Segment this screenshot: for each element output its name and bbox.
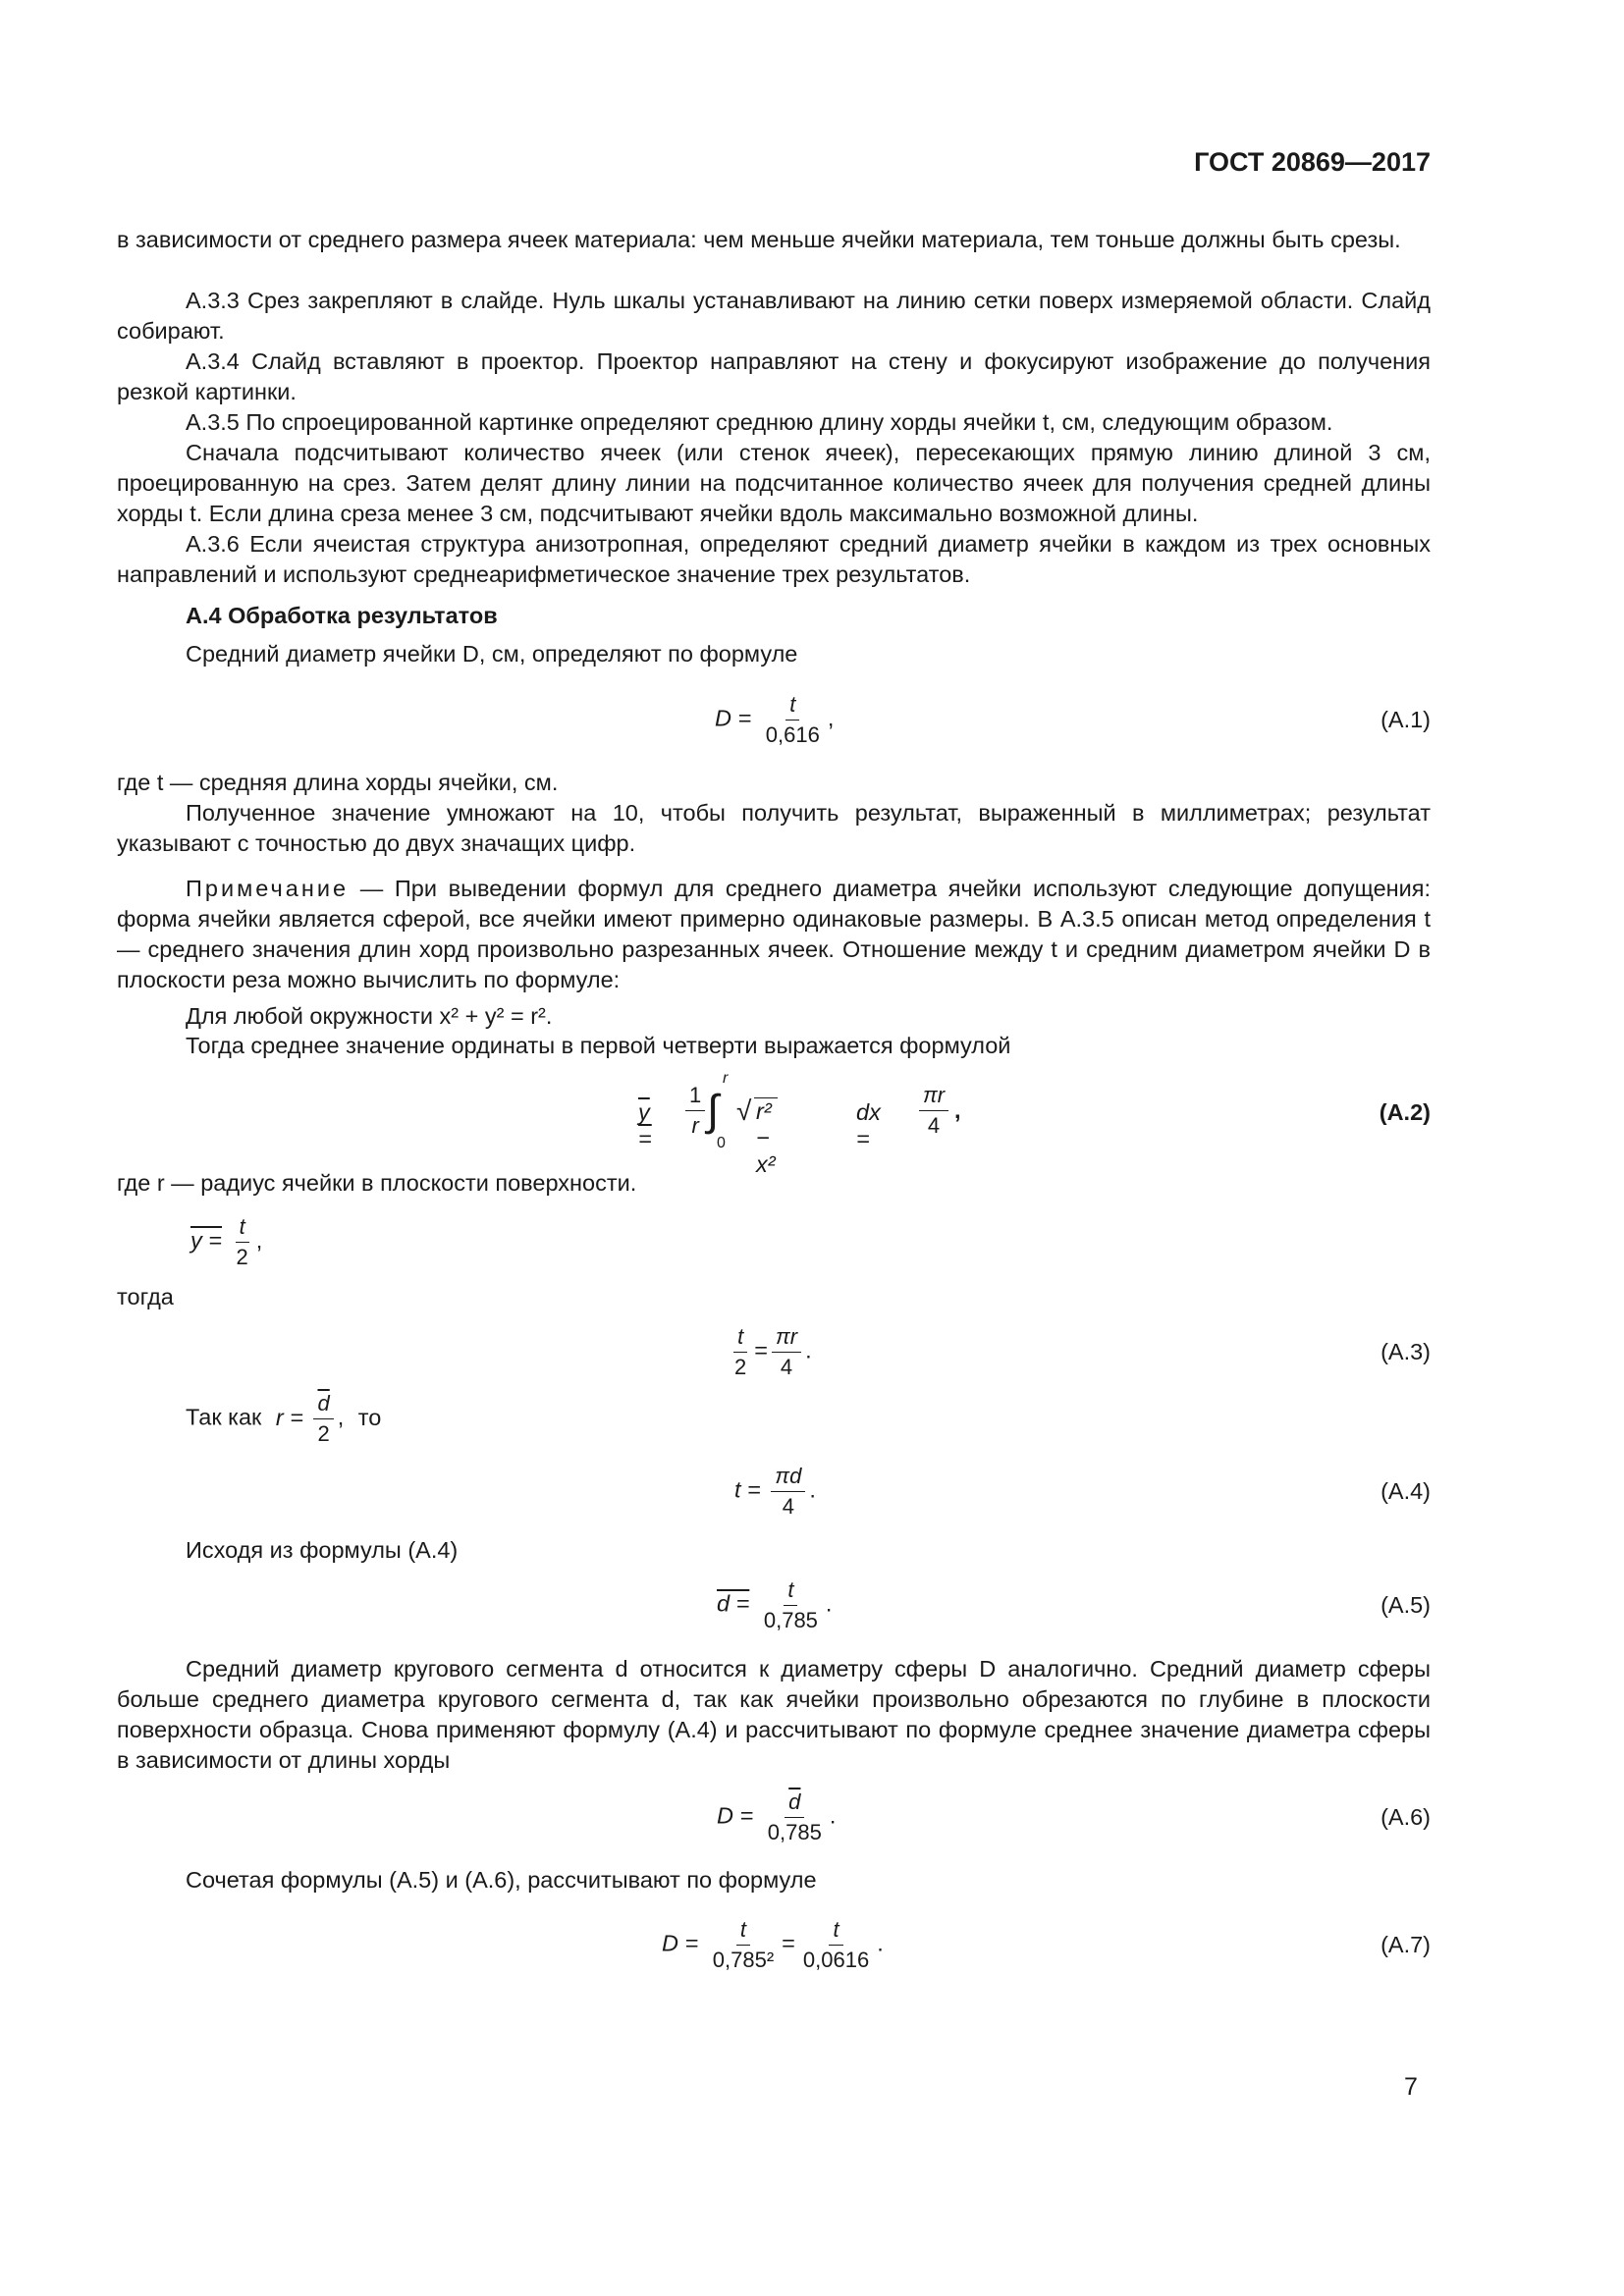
paragraph-continuation: в зависимости от среднего размера ячеек материала: чем меньше ячейки материала, тем тоньше должны быть срезы. bbox=[117, 227, 1401, 252]
eq-a3-denominator-2: 4 bbox=[780, 1355, 793, 1379]
eq-a6-tail: . bbox=[829, 1802, 837, 1829]
equation-number-a2: (А.2) bbox=[1379, 1099, 1431, 1125]
eq-a2-dx: dx = bbox=[856, 1099, 881, 1151]
equation-a7 bbox=[662, 1918, 884, 1972]
paragraph-then: тогда bbox=[117, 1284, 174, 1309]
clause-a3-6: А.3.6 Если ячеистая структура анизотропная, определяют средний диаметр ячейки в каждом из трех основных направлений и используют среднеарифметическое значение трех результатов. bbox=[117, 531, 1431, 587]
equation-number-a4: (А.4) bbox=[1380, 1478, 1431, 1504]
eq-a4-denominator: 4 bbox=[782, 1494, 794, 1519]
eq-a7-numerator-1: t bbox=[736, 1918, 750, 1946]
section-heading-a4: А.4 Обработка результатов bbox=[186, 603, 498, 628]
eq-a3-fraction-2 bbox=[772, 1325, 801, 1379]
eq-a3-fraction-1 bbox=[731, 1325, 750, 1379]
eq-r-tail: , bbox=[337, 1404, 345, 1430]
clause-a3-3: А.3.3 Срез закрепляют в слайде. Нуль шкалы устанавливают на линию сетки поверх измеряемой области. Слайд собирают. bbox=[117, 288, 1431, 344]
eq-a7-equals: = bbox=[782, 1930, 795, 1956]
equation-a4 bbox=[734, 1465, 816, 1519]
eq-a2-denominator-1: r bbox=[691, 1113, 699, 1138]
eq-a6-denominator: 0,785 bbox=[767, 1820, 822, 1844]
clause-a3-5: А.3.5 По спроецированной картинке определяют среднюю длину хорды ячейки t, см, следующим образом. bbox=[186, 409, 1333, 435]
eq-a7-fraction-1 bbox=[709, 1918, 778, 1972]
note-label: Примечание bbox=[186, 876, 350, 901]
equation-number-a6: (А.6) bbox=[1380, 1804, 1431, 1830]
equation-a3 bbox=[727, 1325, 812, 1379]
eq-a5-numerator: t bbox=[784, 1578, 797, 1606]
eq-a2-lhs: y = bbox=[638, 1099, 652, 1151]
eq-a2-fraction-2 bbox=[919, 1084, 948, 1138]
paragraph-where-r: где r — радиус ячейки в плоскости поверхности. bbox=[117, 1170, 637, 1196]
eq-a7-fraction-2 bbox=[799, 1918, 873, 1972]
paragraph-diameter-intro: Средний диаметр ячейки D, см, определяют по формуле bbox=[186, 641, 798, 667]
page-number: 7 bbox=[1404, 2073, 1418, 2101]
equation-number-a7: (А.7) bbox=[1380, 1932, 1431, 1957]
eq-r-denominator: 2 bbox=[317, 1421, 330, 1446]
eq-a2-denominator-2: 4 bbox=[927, 1113, 941, 1138]
eq-a3-numerator-1: t bbox=[733, 1325, 747, 1353]
eq-r-lhs: r = bbox=[275, 1404, 303, 1430]
eq-a2-lower-limit: 0 bbox=[717, 1135, 726, 1151]
eq-a2-upper-limit: r bbox=[723, 1070, 729, 1087]
eq-a3-denominator-1: 2 bbox=[734, 1355, 747, 1379]
equation-number-a5: (А.5) bbox=[1380, 1592, 1431, 1618]
eq-a1-denominator: 0,616 bbox=[765, 722, 820, 747]
equation-a1 bbox=[715, 693, 834, 747]
paragraph-where-t: где t — средняя длина хорды ячейки, см. bbox=[117, 770, 559, 795]
paragraph-segment-diameter: Средний диаметр кругового сегмента d относится к диаметру сферы D аналогично. Средний диаметр сферы больше среднего диаметра кругового сегмента d, так как ячейки произвольно обрезаются по глубине в плоскости поверхности образца. Снова применяют формулу (А.4) и рассчитывают по формуле среднее значение диаметра сферы в зависимости от длины хорды bbox=[117, 1656, 1431, 1773]
eq-a7-numerator-2: t bbox=[829, 1918, 842, 1946]
paragraph-multiply: Полученное значение умножают на 10, чтобы получить результат, выраженный в миллиметрах; результат указывают с точностью до двух значащих цифр. bbox=[117, 800, 1431, 856]
eq-a2-fraction-1 bbox=[685, 1084, 705, 1138]
eq-ybar-denominator: 2 bbox=[236, 1245, 248, 1269]
eq-a7-lhs: D = bbox=[662, 1930, 699, 1956]
eq-a1-lhs: D = bbox=[715, 705, 752, 731]
eq-a7-tail: . bbox=[877, 1930, 884, 1956]
sqrt-sign-icon: √ bbox=[736, 1095, 752, 1126]
since-suffix: то bbox=[357, 1404, 382, 1430]
paragraph-mean-ordinate: Тогда среднее значение ординаты в первой четверти выражается формулой bbox=[186, 1033, 1011, 1058]
eq-ybar-tail: , bbox=[255, 1227, 263, 1254]
equation-number-a1: (А.1) bbox=[1380, 707, 1431, 732]
paragraph-since bbox=[186, 1392, 381, 1446]
eq-r-fraction bbox=[313, 1392, 333, 1446]
equation-a5 bbox=[717, 1578, 832, 1632]
equation-ybar bbox=[190, 1215, 262, 1269]
eq-a3-numerator-2: πr bbox=[772, 1325, 801, 1353]
note-block bbox=[117, 874, 1431, 995]
eq-ybar-fraction bbox=[233, 1215, 252, 1269]
paragraph-from-a4: Исходя из формулы (А.4) bbox=[186, 1537, 459, 1563]
eq-a2-numerator-2: πr bbox=[919, 1084, 948, 1111]
eq-a7-denominator-1: 0,785² bbox=[712, 1948, 775, 1972]
eq-a7-denominator-2: 0,0616 bbox=[802, 1948, 870, 1972]
eq-a2-tail: , bbox=[954, 1097, 961, 1123]
eq-a2-numerator-1: 1 bbox=[685, 1084, 705, 1111]
eq-a1-numerator: t bbox=[785, 693, 799, 721]
eq-a4-lhs: t = bbox=[734, 1476, 761, 1503]
eq-a4-fraction bbox=[771, 1465, 805, 1519]
eq-r-numerator: $\overline{d}$ bbox=[313, 1392, 333, 1419]
document-header: ГОСТ 20869—2017 bbox=[1194, 147, 1431, 177]
eq-a1-tail: , bbox=[827, 705, 835, 731]
equation-a6 bbox=[717, 1790, 836, 1844]
clause-a3-5-method: Сначала подсчитывают количество ячеек (или стенок ячеек), пересекающих прямую линию длиной 3 см, проецированную на срез. Затем делят длину линии на подсчитанное количество ячеек для получения средней длины хорды t. Если длина среза менее 3 см, подсчитывают ячейки вдоль максимально возможной длины. bbox=[117, 440, 1431, 526]
eq-a3-equals: = bbox=[754, 1337, 768, 1363]
note-text: — При выведении формул для среднего диаметра ячейки используют следующие допущения: форма ячейки является сферой, все ячейки имеют примерно одинаковые размеры. В А.3.5 описан метод определения t — среднего значения длин хорд произвольно разрезанных ячеек. Отношение между t и средним диаметром ячейки D в плоскости реза можно вычислить по формуле: bbox=[117, 876, 1431, 992]
eq-a6-numerator: $\overline{d}$ bbox=[785, 1790, 804, 1818]
integral-sign-icon: ∫ bbox=[707, 1087, 720, 1135]
eq-ybar-numerator: t bbox=[236, 1215, 249, 1243]
eq-a4-numerator: πd bbox=[771, 1465, 805, 1492]
eq-a1-fraction bbox=[762, 693, 824, 747]
eq-a5-lhs: d = bbox=[717, 1590, 750, 1617]
since-prefix: Так как bbox=[186, 1404, 262, 1430]
clause-a3-4: А.3.4 Слайд вставляют в проектор. Проектор направляют на стену и фокусируют изображение до получения резкой картинки. bbox=[117, 348, 1431, 404]
eq-a6-fraction bbox=[764, 1790, 826, 1844]
paragraph-combining: Сочетая формулы (А.5) и (А.6), рассчитывают по формуле bbox=[186, 1867, 817, 1893]
eq-a5-denominator: 0,785 bbox=[763, 1608, 818, 1632]
equation-number-a3: (А.3) bbox=[1380, 1339, 1431, 1364]
eq-a5-fraction bbox=[760, 1578, 822, 1632]
eq-a4-tail: . bbox=[809, 1476, 816, 1503]
paragraph-circle: Для любой окружности x² + y² = r². bbox=[186, 1003, 553, 1029]
eq-a5-tail: . bbox=[825, 1590, 833, 1617]
eq-a3-tail: . bbox=[805, 1337, 812, 1363]
eq-ybar-lhs: y = bbox=[190, 1227, 223, 1254]
eq-a6-lhs: D = bbox=[717, 1802, 754, 1829]
eq-a2-radicand: r² − x² bbox=[756, 1098, 776, 1177]
